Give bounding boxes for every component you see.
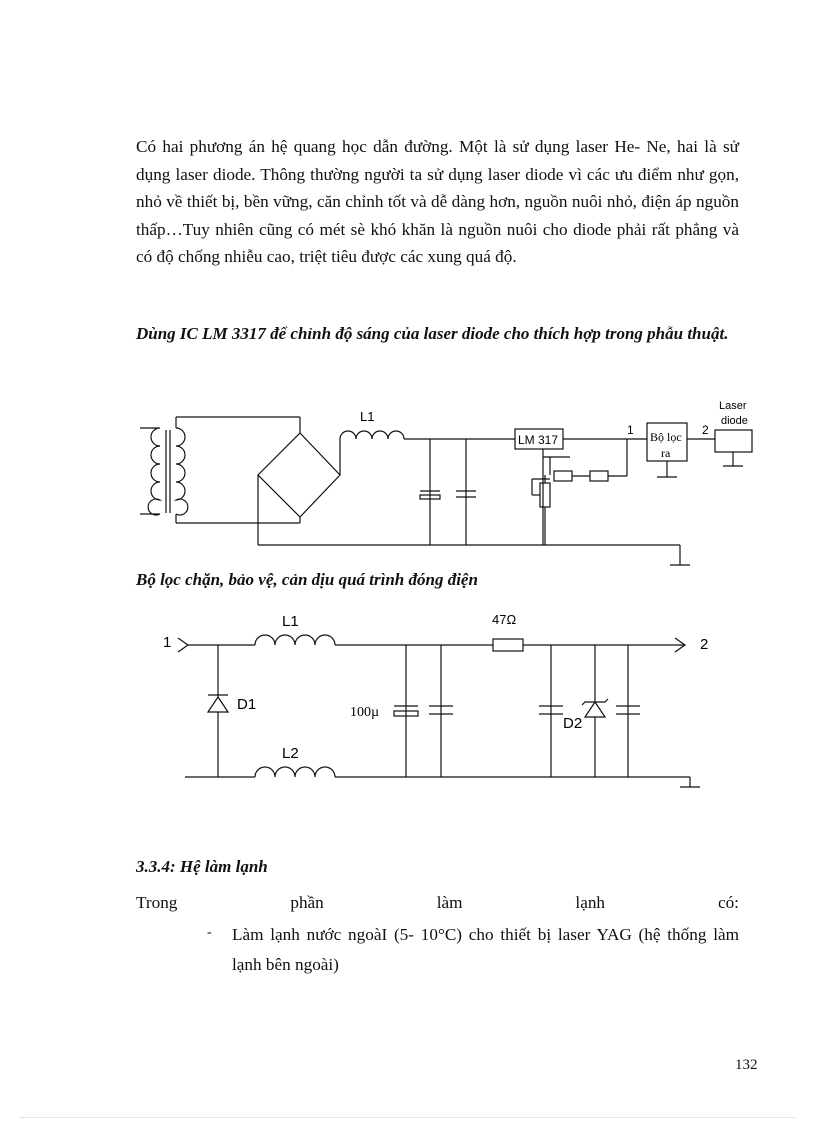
inductor-l1-label: L1 — [360, 409, 375, 424]
bridge-rectifier — [258, 433, 340, 517]
inductor-l1-label: L1 — [282, 613, 299, 630]
cooling-word: Trong — [136, 893, 178, 912]
lm317-label: LM 317 — [518, 433, 559, 447]
laser-diode-box — [715, 430, 752, 452]
capacitor-value-label: 100µ — [350, 705, 380, 720]
laser-label-line2: diode — [721, 415, 748, 427]
node-2-label: 2 — [702, 423, 709, 437]
filter-label-line2: ra — [661, 446, 671, 460]
diode-d2-label: D2 — [563, 715, 583, 732]
transformer-secondary — [176, 428, 188, 515]
protection-filter-diagram — [150, 605, 750, 795]
section-heading: 3.3.4: Hệ làm lạnh — [136, 857, 268, 876]
laser-label-line1: Laser — [719, 400, 747, 412]
resistor-value-label: 47Ω — [492, 612, 517, 627]
resistor-r2 — [590, 471, 608, 481]
inductor-l2-label: L2 — [282, 745, 299, 762]
cooling-word: làm — [436, 893, 463, 912]
filter-label-line1: Bộ lọc — [650, 430, 682, 444]
cooling-word: phần — [290, 893, 324, 912]
output-label: 2 — [700, 636, 709, 653]
diagram-1-caption: Dùng IC LM 3317 để chỉnh độ sáng của laser diode cho thích hợp trong phẫu thuật. — [136, 324, 729, 343]
intro-paragraph: Có hai phương án hệ quang học dẫn đường. Một là sử dụng laser He- Ne, hai là sử dụng laser diode. Thông thường người ta sử dụng laser diode vì các ưu điểm như gọn, nhỏ về thiết bị, bền vững, căn chỉnh tốt và dễ dàng hơn, nguồn nuôi nhỏ, điện áp nguồn thấp…Tuy nhiên cũng có mét sè khó khăn là nguồn nuôi cho diode phải rất phẳng và có độ chống nhiễu cao, triệt tiêu được các xung quá độ. — [136, 137, 739, 266]
diode-d1 — [208, 697, 228, 712]
diagram-2-caption: Bộ lọc chặn, bảo vệ, cản dịu quá trình đóng điện — [136, 570, 478, 589]
cooling-word: lạnh — [575, 893, 606, 912]
zener-d2 — [585, 702, 605, 717]
resistor-r1 — [554, 471, 572, 481]
trimmer-resistor — [540, 483, 550, 507]
cooling-word: có: — [717, 893, 739, 912]
inductor-l1 — [255, 635, 335, 645]
cooling-intro-line — [136, 893, 739, 913]
transformer-primary — [140, 428, 160, 515]
resistor-47ohm — [493, 639, 523, 651]
lm317-circuit-diagram — [130, 395, 770, 575]
page-number: 132 — [735, 1057, 758, 1073]
inductor-l2 — [255, 767, 335, 777]
bullet-marker: - — [207, 925, 212, 940]
inductor-l1 — [340, 431, 404, 439]
cooling-bullet-item: Làm lạnh nước ngoàI (5- 10°C) cho thiết bị laser YAG (hệ thống làm lạnh bên ngoài) — [232, 925, 739, 974]
page-footer-divider — [20, 1117, 796, 1118]
input-label: 1 — [163, 634, 172, 651]
node-1-label: 1 — [627, 423, 634, 437]
diode-d1-label: D1 — [237, 696, 257, 713]
